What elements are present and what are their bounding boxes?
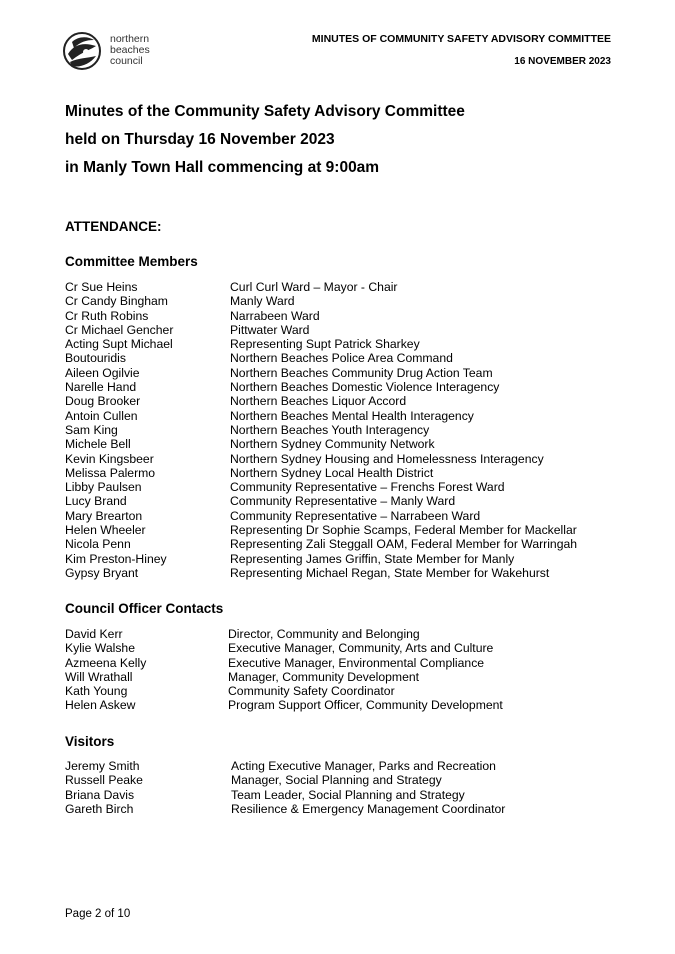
attendee-row	[65, 759, 505, 773]
attendee-role: Community Safety Coordinator	[228, 684, 395, 699]
attendee-name: Doug Brooker	[65, 394, 141, 409]
attendee-role: Representing Supt Patrick Sharkey	[230, 337, 420, 352]
attendee-name: Antoin Cullen	[65, 408, 138, 423]
attendee-role: Director, Community and Belonging	[228, 627, 420, 641]
attendee-role: Representing James Griffin, State Member for Manly	[230, 551, 515, 566]
header-date: 16 NOVEMBER 2023	[514, 56, 611, 67]
attendee-name: Kim Preston-Hiney	[65, 551, 167, 566]
attendee-role: Representing Dr Sophie Scamps, Federal Member for Mackellar	[230, 523, 577, 538]
attendee-role: Northern Beaches Domestic Violence Interagency	[230, 380, 500, 395]
attendee-role: Northern Beaches Community Drug Action Team	[230, 365, 493, 380]
attendee-role: Resilience & Emergency Management Coordinator	[231, 801, 506, 816]
attendee-role: Program Support Officer, Community Development	[228, 698, 503, 713]
attendee-row	[65, 698, 503, 712]
attendee-name: Narelle Hand	[65, 380, 137, 395]
attendee-name: Azmeena Kelly	[65, 655, 147, 670]
visitors-list	[65, 759, 505, 816]
attendee-name: Cr Michael Gencher	[65, 322, 174, 337]
attendee-row	[65, 437, 577, 451]
logo-text-line: beaches	[110, 44, 150, 56]
attendee-name: Nicola Penn	[65, 537, 131, 552]
page-title	[65, 98, 465, 182]
attendee-row	[65, 684, 503, 698]
attendee-row	[65, 323, 577, 337]
attendee-row	[65, 309, 577, 323]
attendee-name: Helen Wheeler	[65, 523, 146, 538]
attendee-name: Helen Askew	[65, 698, 136, 713]
page-number: Page 2 of 10	[65, 908, 131, 920]
header-document-title: MINUTES OF COMMUNITY SAFETY ADVISORY COMMITTEE	[311, 33, 611, 45]
attendee-name: Gareth Birch	[65, 801, 134, 816]
attendee-role: Northern Sydney Local Health District	[230, 465, 434, 480]
attendee-role: Curl Curl Ward – Mayor - Chair	[230, 280, 398, 294]
attendee-role: Executive Manager, Environmental Compliance	[228, 655, 485, 670]
attendee-row	[65, 670, 503, 684]
attendee-name: Kevin Kingsbeer	[65, 451, 154, 466]
attendee-name: Will Wrathall	[65, 669, 133, 684]
attendee-role: Manager, Social Planning and Strategy	[231, 773, 442, 788]
attendee-name: Kylie Walshe	[65, 641, 135, 656]
attendee-role: Community Representative – Narrabeen Ward	[230, 508, 481, 523]
attendee-name: Mary Brearton	[65, 508, 143, 523]
attendee-name: Acting Supt Michael	[65, 337, 173, 352]
attendee-name: Jeremy Smith	[65, 759, 140, 773]
attendee-name: Sam King	[65, 422, 118, 437]
attendee-row	[65, 552, 577, 566]
title-line: Minutes of the Community Safety Advisory Committee	[65, 103, 465, 120]
attendee-row	[65, 466, 577, 480]
council-logo	[62, 30, 160, 74]
attendee-row	[65, 656, 503, 670]
attendee-role: Northern Sydney Community Network	[230, 437, 435, 452]
attendee-row	[65, 409, 577, 423]
attendee-name: Cr Sue Heins	[65, 280, 138, 294]
attendance-heading: ATTENDANCE:	[65, 219, 162, 234]
attendee-row	[65, 366, 577, 380]
attendee-row	[65, 452, 577, 466]
attendee-role: Northern Beaches Liquor Accord	[230, 394, 407, 409]
attendee-role: Pittwater Ward	[230, 322, 310, 337]
title-line: held on Thursday 16 November 2023	[65, 131, 335, 148]
attendee-role: Narrabeen Ward	[230, 308, 320, 323]
attendee-row	[65, 773, 505, 787]
attendee-row	[65, 423, 577, 437]
attendee-name: Melissa Palermo	[65, 465, 156, 480]
attendee-name: Michele Bell	[65, 437, 131, 452]
logo-text-line: council	[110, 55, 143, 67]
attendee-role: Northern Beaches Police Area Command	[230, 351, 453, 366]
attendee-name: Boutouridis	[65, 351, 126, 366]
attendee-role: Manager, Community Development	[228, 669, 420, 684]
attendee-role: Executive Manager, Community, Arts and Culture	[228, 641, 494, 656]
attendee-row	[65, 337, 577, 351]
logo-text-line: northern	[110, 33, 150, 45]
attendee-row	[65, 627, 503, 641]
attendee-row	[65, 641, 503, 655]
attendee-row	[65, 294, 577, 308]
attendee-name: David Kerr	[65, 627, 123, 641]
attendee-name: Aileen Ogilvie	[65, 365, 140, 380]
attendee-role: Community Representative – Frenchs Forest Ward	[230, 480, 505, 495]
attendee-role: Acting Executive Manager, Parks and Recreation	[231, 759, 496, 773]
attendee-row	[65, 509, 577, 523]
attendee-row	[65, 788, 505, 802]
attendee-row	[65, 537, 577, 551]
attendee-row	[65, 394, 577, 408]
attendee-role: Northern Beaches Youth Interagency	[230, 422, 430, 437]
attendee-row	[65, 280, 577, 294]
council-officers-heading: Council Officer Contacts	[65, 601, 224, 616]
committee-members-heading: Committee Members	[65, 254, 198, 269]
attendee-name: Gypsy Bryant	[65, 565, 139, 580]
attendee-role: Northern Beaches Mental Health Interagency	[230, 408, 474, 423]
attendee-row	[65, 523, 577, 537]
attendee-name: Cr Candy Bingham	[65, 294, 168, 309]
attendee-row	[65, 494, 577, 508]
council-logo-icon	[62, 30, 102, 72]
visitors-heading: Visitors	[65, 734, 115, 749]
attendee-row	[65, 566, 577, 580]
attendee-row	[65, 380, 577, 394]
attendee-role: Team Leader, Social Planning and Strategy	[231, 787, 465, 802]
attendee-name: Russell Peake	[65, 773, 143, 788]
attendee-row	[65, 351, 577, 365]
title-line: in Manly Town Hall commencing at 9:00am	[65, 159, 380, 176]
attendee-name: Libby Paulsen	[65, 480, 142, 495]
attendee-name: Lucy Brand	[65, 494, 127, 509]
attendee-row	[65, 480, 577, 494]
attendee-role: Representing Zali Steggall OAM, Federal Member for Warringah	[230, 537, 578, 552]
attendee-role: Northern Sydney Housing and Homelessness Interagency	[230, 451, 544, 466]
attendee-name: Briana Davis	[65, 787, 135, 802]
attendee-role: Representing Michael Regan, State Member for Wakehurst	[230, 565, 550, 580]
attendee-role: Manly Ward	[230, 294, 295, 309]
attendee-name: Kath Young	[65, 684, 128, 699]
attendee-row	[65, 802, 505, 816]
council-officers-list	[65, 627, 503, 713]
committee-members-list	[65, 280, 577, 580]
attendee-role: Community Representative – Manly Ward	[230, 494, 456, 509]
attendee-name: Cr Ruth Robins	[65, 308, 149, 323]
